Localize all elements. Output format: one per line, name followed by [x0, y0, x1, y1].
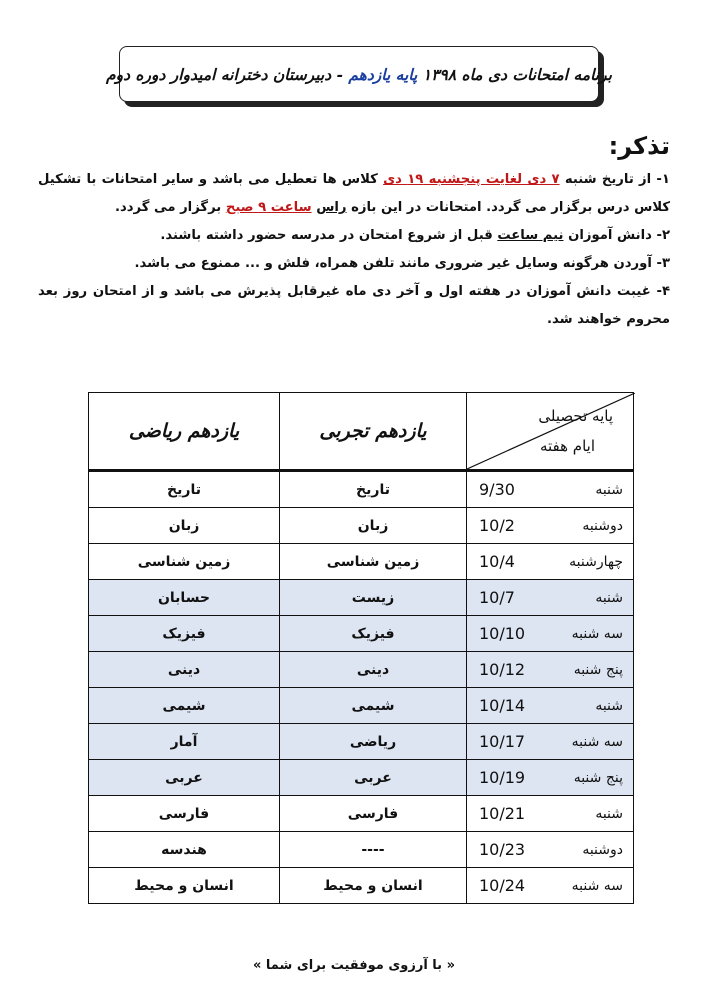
table-row [89, 471, 634, 508]
header-math-label: یازدهم ریاضی [128, 420, 240, 442]
table-row [89, 760, 634, 796]
exam-date: 10/12 [479, 660, 526, 679]
exam-date: 10/21 [479, 804, 526, 823]
exam-date: 10/10 [479, 624, 526, 643]
math-subject: آمار [89, 724, 280, 760]
math-subject: تاریخ [89, 471, 280, 508]
note-3: ۳- آوردن هرگونه وسایل غیر ضروری مانند تلفن همراه، فلش و ... ممنوع می باشد. [134, 256, 670, 271]
day-cell [467, 652, 634, 688]
table-row [89, 544, 634, 580]
experimental-subject: ریاضی [280, 724, 467, 760]
note-2 [38, 222, 670, 250]
diagonal-line [467, 393, 635, 469]
header-experimental [280, 393, 467, 471]
title-part-3: - دبیرستان دخترانه امیدوار دوره دوم [106, 64, 343, 84]
header-experimental-label: یازدهم تجربی [319, 420, 427, 442]
experimental-subject: دینی [280, 652, 467, 688]
day-cell [467, 832, 634, 868]
day-cell [467, 616, 634, 652]
experimental-subject: عربی [280, 760, 467, 796]
day-name: شنبه [595, 697, 623, 714]
note-2-text-c: قبل از شروع امتحان در مدرسه حضور داشته باشند. [160, 228, 498, 243]
exam-schedule-table [88, 392, 634, 904]
exam-date: 10/7 [479, 588, 515, 607]
note-2-half-hour: نیم ساعت [497, 228, 564, 243]
experimental-subject: تاریخ [280, 471, 467, 508]
table-header-row [89, 393, 634, 471]
note-1-text-a: ۱- از تاریخ شنبه [559, 172, 670, 187]
math-subject: فارسی [89, 796, 280, 832]
day-cell [467, 544, 634, 580]
table-row [89, 724, 634, 760]
title-grade: پایه یازدهم [348, 64, 418, 84]
experimental-subject: زیست [280, 580, 467, 616]
exam-date: 10/19 [479, 768, 526, 787]
header-diagonal-cell [467, 393, 634, 471]
math-subject: دینی [89, 652, 280, 688]
day-cell [467, 760, 634, 796]
page-title [106, 65, 612, 84]
math-subject: عربی [89, 760, 280, 796]
table-row [89, 580, 634, 616]
experimental-subject: شیمی [280, 688, 467, 724]
exam-date: 9/30 [479, 480, 515, 499]
day-name: شنبه [595, 589, 623, 606]
day-cell [467, 471, 634, 508]
table-row [89, 832, 634, 868]
exam-date: 10/4 [479, 552, 515, 571]
experimental-subject: ---- [280, 832, 467, 868]
table-row [89, 652, 634, 688]
day-name: پنج شنبه [573, 661, 623, 678]
exam-date: 10/24 [479, 876, 526, 895]
table-row [89, 688, 634, 724]
table-row [89, 868, 634, 904]
note-1 [38, 166, 670, 222]
footer-wish: « با آرزوی موفقیت برای شما » [253, 958, 455, 973]
day-cell [467, 508, 634, 544]
exam-date: 10/2 [479, 516, 515, 535]
math-subject: حسابان [89, 580, 280, 616]
experimental-subject: فیزیک [280, 616, 467, 652]
note-1-sharp: راس [316, 200, 347, 215]
note-1-text-c: کلاس ها تعطیل می باشد و سایر امتحانات با تشکیل کلاس درس برگزار می گردد. امتحانات در این بازه [38, 172, 670, 215]
table-row [89, 616, 634, 652]
exam-date: 10/23 [479, 840, 526, 859]
day-name: دوشنبه [582, 841, 623, 858]
day-name: شنبه [595, 805, 623, 822]
note-1-time: ساعت ۹ صبح [225, 200, 312, 215]
experimental-subject: زبان [280, 508, 467, 544]
math-subject: هندسه [89, 832, 280, 868]
header-grade-label: پایه تحصیلی [538, 407, 613, 425]
day-name: دوشنبه [582, 517, 623, 534]
experimental-subject: فارسی [280, 796, 467, 832]
math-subject: فیزیک [89, 616, 280, 652]
header-days-label: ایام هفته [539, 437, 595, 455]
table-row [89, 796, 634, 832]
experimental-subject: زمین شناسی [280, 544, 467, 580]
exam-date: 10/14 [479, 696, 526, 715]
notes-heading: تذکر: [608, 132, 670, 160]
notes-list [38, 166, 670, 334]
note-1-text-g: برگزار می گردد. [114, 200, 226, 215]
day-cell [467, 796, 634, 832]
day-cell [467, 688, 634, 724]
day-name: سه شنبه [571, 733, 623, 750]
day-name: چهارشنبه [569, 553, 623, 570]
header-math [89, 393, 280, 471]
note-2-text-a: ۲- دانش آموزان [563, 228, 670, 243]
exam-date: 10/17 [479, 732, 526, 751]
day-cell [467, 724, 634, 760]
day-name: سه شنبه [571, 625, 623, 642]
day-name: شنبه [595, 481, 623, 498]
day-name: پنج شنبه [573, 769, 623, 786]
note-4: ۴- غیبت دانش آموزان در هفته اول و آخر دی ماه غیرقابل پذیرش می باشد و از امتحان روز بعد محروم خواهند شد. [38, 284, 670, 327]
table-row [89, 508, 634, 544]
experimental-subject: انسان و محیط [280, 868, 467, 904]
note-1-dates: ۷ دی لغایت پنجشنبه ۱۹ دی [383, 172, 560, 187]
math-subject: زبان [89, 508, 280, 544]
title-part-1: برنامه امتحانات دی ماه ۱۳۹۸ [422, 64, 612, 84]
math-subject: زمین شناسی [89, 544, 280, 580]
math-subject: انسان و محیط [89, 868, 280, 904]
day-name: سه شنبه [571, 877, 623, 894]
title-box [106, 46, 612, 102]
math-subject: شیمی [89, 688, 280, 724]
day-cell [467, 868, 634, 904]
day-cell [467, 580, 634, 616]
